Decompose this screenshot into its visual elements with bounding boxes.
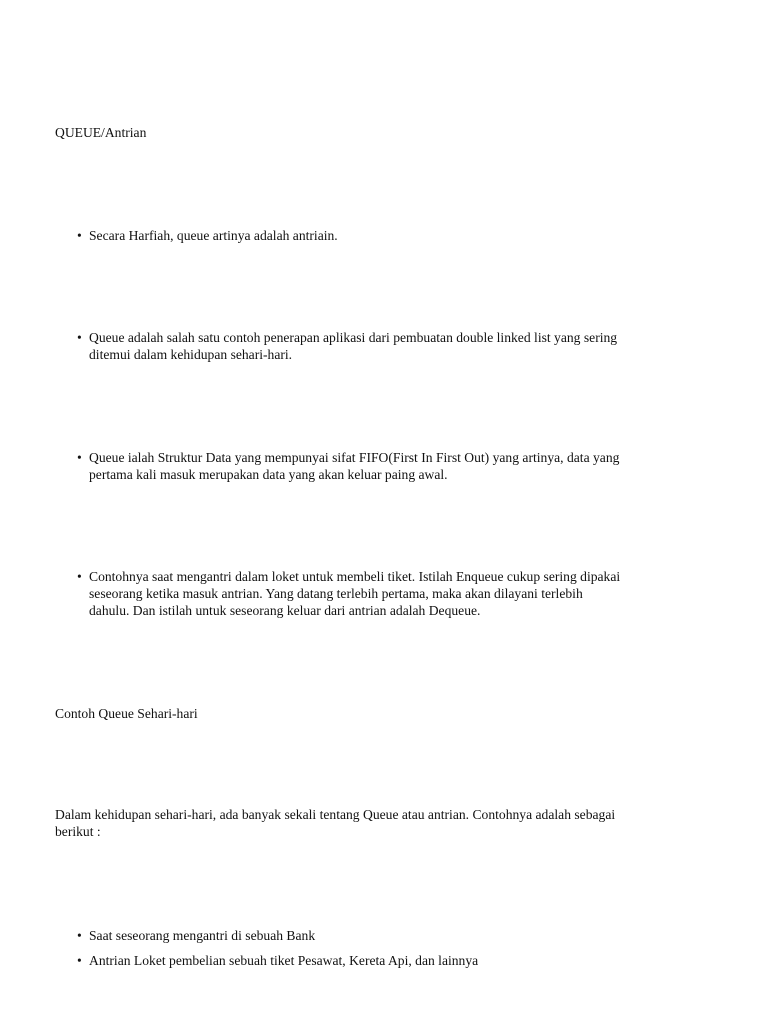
bullet-item [77, 927, 714, 944]
bullet-item [77, 329, 714, 363]
bullet-dot-icon: • [77, 450, 82, 465]
bullet-text: Saat seseorang mengantri di sebuah Bank [89, 928, 316, 943]
paragraph-line: berikut : [55, 824, 101, 839]
bullet-text-continuation: pertama kali masuk merupakan data yang akan keluar paing awal. [89, 467, 448, 482]
bullet-text: Secara Harfiah, queue artinya adalah antriain. [89, 228, 338, 243]
bullet-dot-icon: • [77, 228, 82, 243]
bullet-dot-icon: • [77, 569, 82, 584]
bullet-dot-icon: • [77, 953, 82, 968]
bullet-dot-icon: • [77, 928, 82, 943]
section-heading-queue: QUEUE/Antrian [55, 125, 147, 140]
bullet-text: Queue adalah salah satu contoh penerapan aplikasi dari pembuatan double linked list yang sering [89, 330, 618, 345]
bullet-dot-icon: • [77, 330, 82, 345]
bullet-text-continuation: seseorang ketika masuk antrian. Yang datang terlebih pertama, maka akan dilayani terlebih [89, 586, 583, 601]
bullet-text: Contohnya saat mengantri dalam loket untuk membeli tiket. Istilah Enqueue cukup sering dipakai [89, 569, 621, 584]
bullet-text-continuation: ditemui dalam kehidupan sehari-hari. [89, 347, 293, 362]
bullet-text: Queue ialah Struktur Data yang mempunyai sifat FIFO(First In First Out) yang artinya, data yang [89, 450, 620, 465]
bullet-text: Antrian Loket pembelian sebuah tiket Pesawat, Kereta Api, dan lainnya [89, 953, 479, 968]
section-heading-contoh: Contoh Queue Sehari-hari [55, 706, 198, 721]
bullet-item [77, 449, 714, 483]
bullet-item [77, 568, 714, 619]
bullet-text-continuation: dahulu. Dan istilah untuk seseorang keluar dari antrian adalah Dequeue. [89, 603, 481, 618]
body-paragraph [55, 806, 715, 840]
paragraph-line: Dalam kehidupan sehari-hari, ada banyak sekali tentang Queue atau antrian. Contohnya adalah sebagai [55, 807, 616, 822]
bullet-item [77, 227, 714, 244]
bullet-item [77, 952, 714, 969]
